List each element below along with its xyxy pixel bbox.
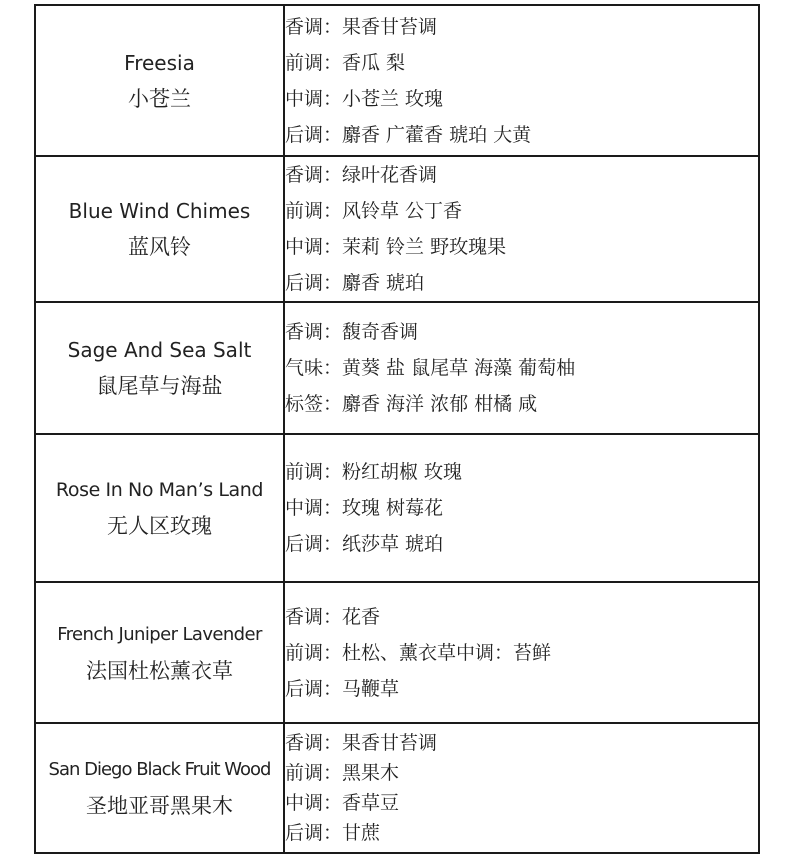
note-line [285,350,758,386]
perfume-notes-cell [284,434,759,582]
note-value: 杜松、薰衣草中调：苔鲜 [342,641,552,664]
note-line [285,671,758,707]
perfume-notes-cell [284,5,759,156]
note-value: 黄葵 盐 鼠尾草 海藻 葡萄柚 [342,357,576,379]
note-line [285,788,758,818]
note-label: 后调： [285,533,343,555]
note-label: 前调： [285,51,343,74]
note-line [285,117,758,153]
perfume-name-zh: 蓝风铃 [128,235,191,259]
note-line [285,818,758,848]
note-line [285,265,758,301]
note-line [285,490,758,526]
note-label: 后调： [285,822,343,844]
note-line [285,454,758,490]
perfume-name-zh: 鼠尾草与海盐 [96,374,223,398]
perfume-name-en: French Juniper Lavender [57,623,262,645]
note-value: 茉莉 铃兰 野玫瑰果 [342,236,507,258]
perfume-name-zh: 无人区玫瑰 [107,514,212,538]
perfume-name-zh: 法国杜松薰衣草 [86,658,233,683]
note-value: 纸莎草 琥珀 [342,533,444,555]
perfume-name-en: San Diego Black Fruit Wood [48,759,271,780]
note-label: 前调： [285,200,343,222]
note-line [285,758,758,788]
note-value: 风铃草 公丁香 [342,200,463,222]
perfume-notes-cell [284,723,759,853]
note-label: 香调： [285,15,343,38]
note-value: 香草豆 [342,792,400,814]
note-value: 玫瑰 树莓花 [342,497,444,519]
note-line [285,157,758,193]
note-label: 香调： [285,732,343,754]
note-line [285,314,758,350]
note-line [285,599,758,635]
perfume-name-en: Sage And Sea Salt [67,338,252,362]
note-label: 中调： [285,87,343,110]
note-line [285,728,758,758]
note-label: 香调： [285,321,343,343]
note-value: 甘蔗 [342,822,381,844]
note-value: 花香 [342,605,381,628]
note-value: 粉红胡椒 玫瑰 [342,461,463,483]
perfume-name-cell [35,434,284,582]
note-value: 麝香 琥珀 [342,272,425,294]
note-label: 前调： [285,461,343,483]
perfume-name-cell [35,5,284,156]
note-line [285,386,758,422]
note-label: 中调： [285,792,343,814]
note-value: 香瓜 梨 [342,51,406,74]
note-label: 后调： [285,677,343,700]
perfume-name-cell [35,582,284,723]
note-line [285,229,758,265]
note-label: 后调： [285,123,343,146]
note-line [285,81,758,117]
perfume-name-en: Rose In No Man’s Land [55,479,264,501]
table-row [35,434,759,582]
note-label: 后调： [285,272,343,294]
note-value: 绿叶花香调 [342,164,438,186]
perfume-name-cell [35,156,284,302]
table-row [35,302,759,434]
perfume-notes-table [34,4,760,854]
table-row [35,723,759,853]
note-label: 中调： [285,236,343,258]
table-row [35,582,759,723]
table-row [35,5,759,156]
note-value: 果香甘苔调 [342,732,438,754]
note-line [285,193,758,229]
note-value: 馥奇香调 [342,321,419,343]
note-value: 麝香 海洋 浓郁 柑橘 咸 [342,393,538,415]
perfume-notes-cell [284,156,759,302]
note-value: 黑果木 [342,762,400,784]
note-label: 中调： [285,497,343,519]
perfume-name-zh: 小苍兰 [128,86,191,111]
note-label: 香调： [285,164,343,186]
perfume-notes-cell [284,302,759,434]
perfume-name-en: Freesia [124,50,195,75]
perfume-name-zh: 圣地亚哥黑果木 [86,794,233,818]
perfume-name-cell [35,723,284,853]
note-label: 前调： [285,641,343,664]
perfume-name-en: Blue Wind Chimes [68,199,251,223]
perfume-name-cell [35,302,284,434]
note-label: 香调： [285,605,343,628]
note-label: 气味： [285,357,343,379]
note-line [285,526,758,562]
note-value: 小苍兰 玫瑰 [342,87,444,110]
note-line [285,45,758,81]
note-value: 马鞭草 [342,677,400,700]
perfume-notes-cell [284,582,759,723]
note-label: 标签： [285,393,343,415]
note-label: 前调： [285,762,343,784]
note-value: 麝香 广藿香 琥珀 大黄 [342,123,532,146]
note-line [285,635,758,671]
table-row [35,156,759,302]
note-line [285,9,758,45]
note-value: 果香甘苔调 [342,15,438,38]
